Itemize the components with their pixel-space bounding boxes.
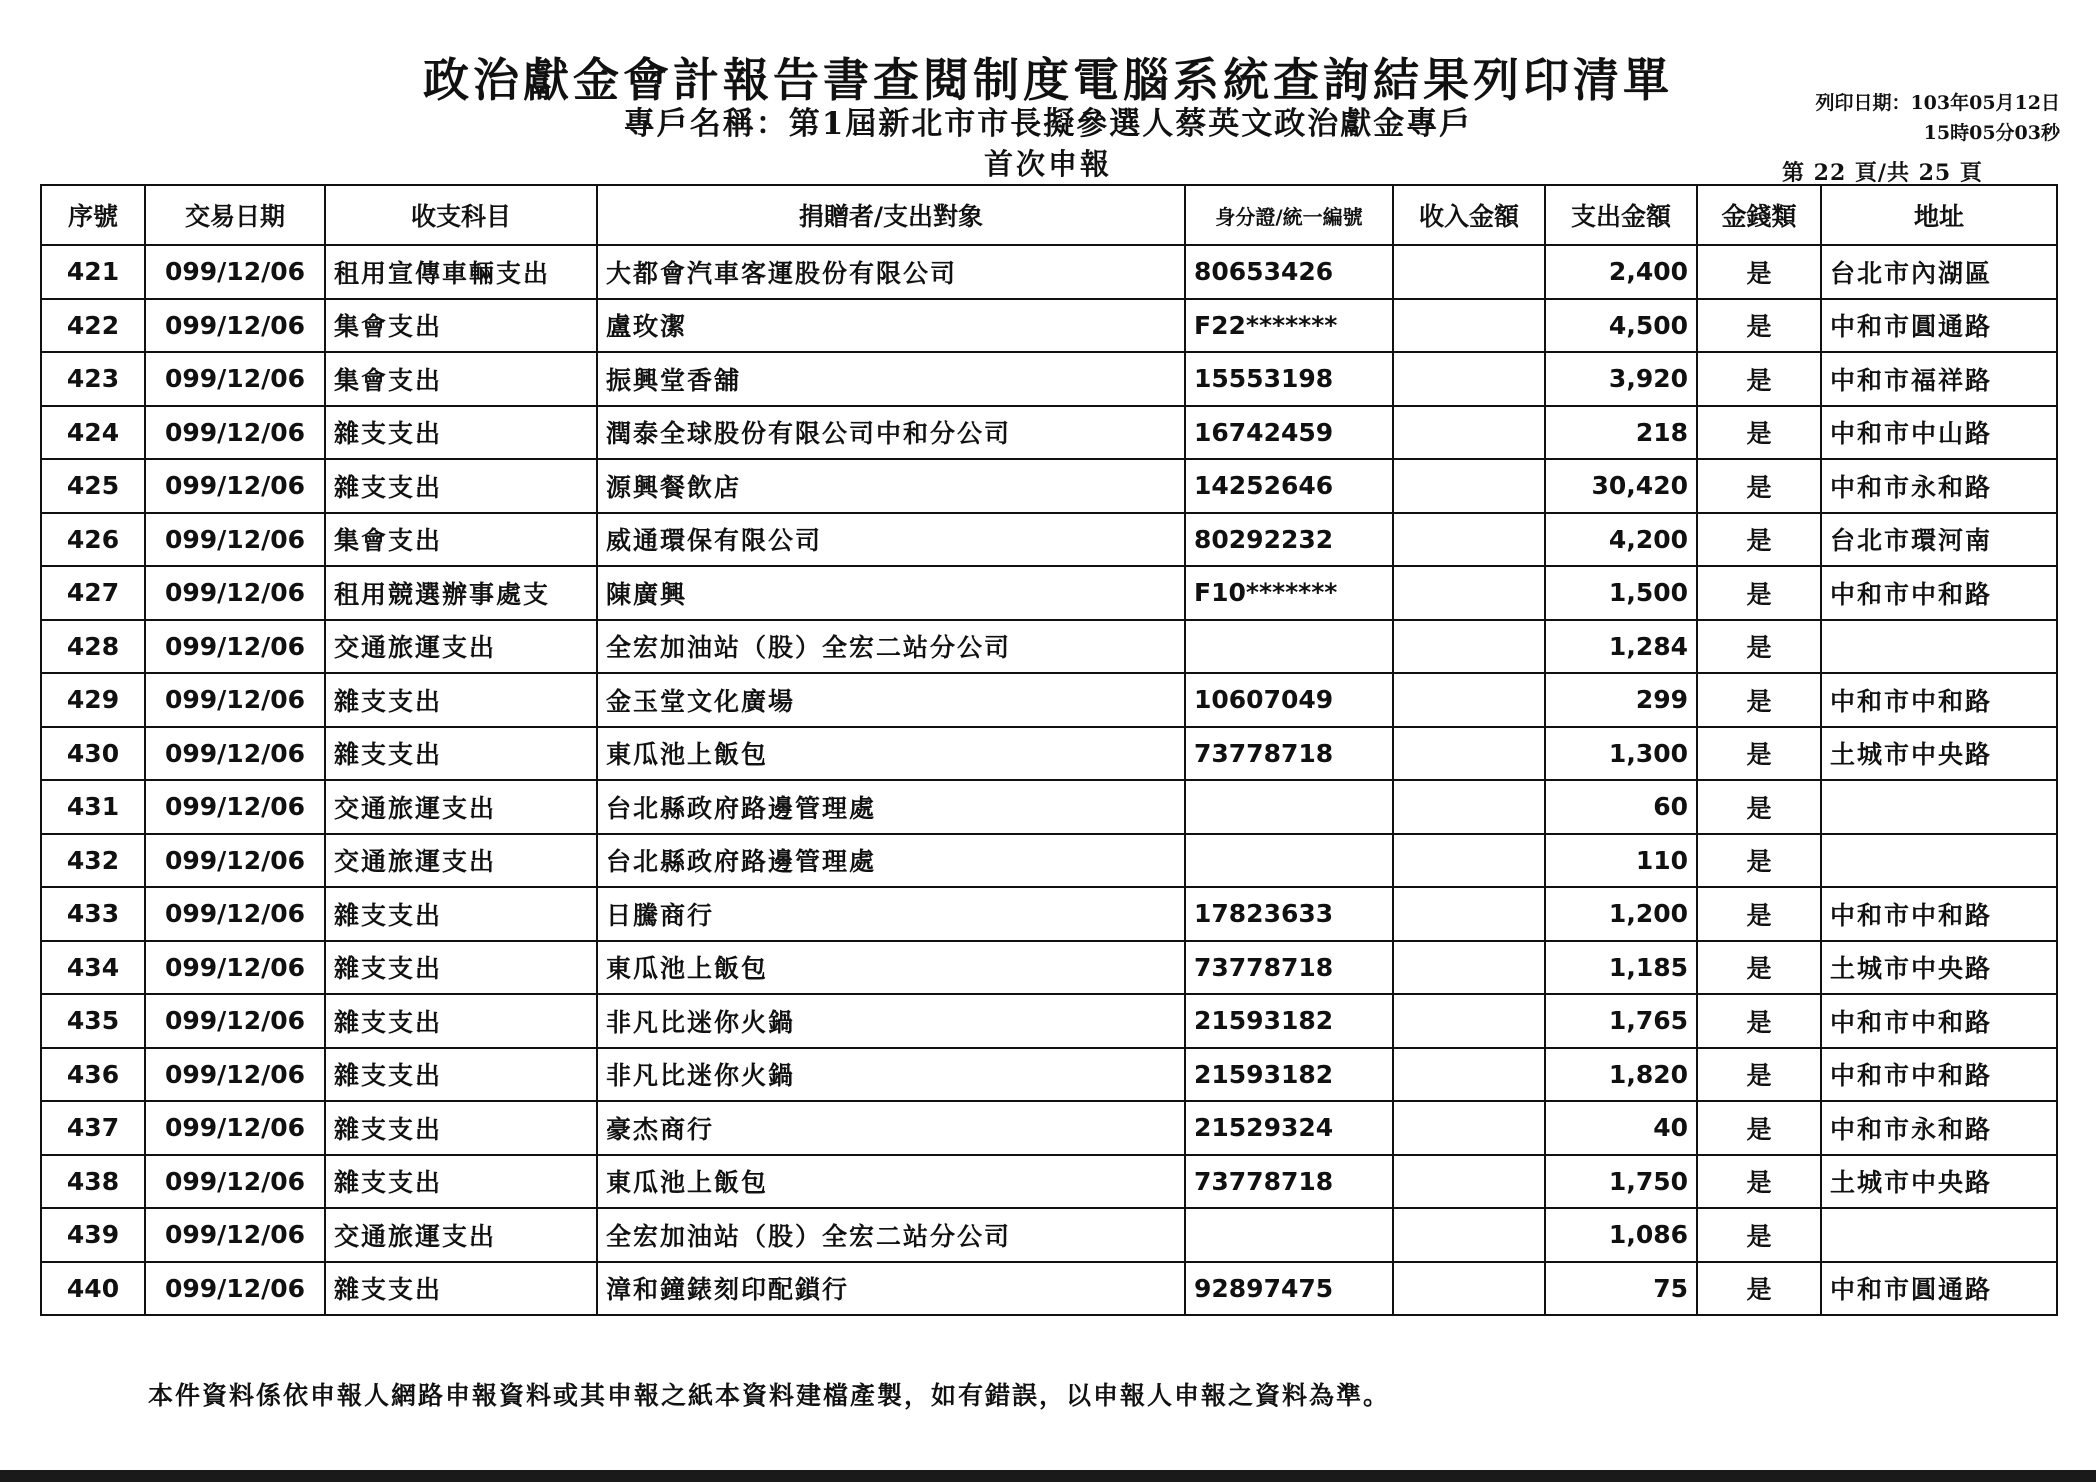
cell-id	[1185, 620, 1393, 674]
cell-address: 中和市中山路	[1821, 406, 2057, 460]
cell-expense: 4,200	[1545, 513, 1697, 567]
cell-date: 099/12/06	[145, 513, 325, 567]
column-header-party: 捐贈者/支出對象	[597, 185, 1185, 245]
cell-id	[1185, 1208, 1393, 1262]
cell-seq: 427	[41, 566, 145, 620]
cell-seq: 431	[41, 780, 145, 834]
account-name: 專戶名稱：第1屆新北市市長擬參選人蔡英文政治獻金專戶	[623, 106, 1473, 142]
document-title: 政治獻金會計報告書查閱制度電腦系統查詢結果列印清單	[423, 53, 1673, 107]
cell-category: 交通旅運支出	[325, 1208, 597, 1262]
cell-income	[1393, 1048, 1545, 1102]
cell-address	[1821, 1208, 2057, 1262]
table-row	[41, 566, 2057, 620]
cell-category: 集會支出	[325, 352, 597, 406]
cell-expense: 1,820	[1545, 1048, 1697, 1102]
cell-id: 73778718	[1185, 941, 1393, 995]
cell-id: 73778718	[1185, 727, 1393, 781]
cell-category: 雜支支出	[325, 1155, 597, 1209]
cell-id	[1185, 780, 1393, 834]
cell-id: F22*******	[1185, 299, 1393, 353]
cell-income	[1393, 566, 1545, 620]
cell-monetary: 是	[1697, 727, 1821, 781]
cell-expense: 60	[1545, 780, 1697, 834]
cell-seq: 429	[41, 673, 145, 727]
table-row	[41, 513, 2057, 567]
cell-address: 土城市中央路	[1821, 1155, 2057, 1209]
cell-date: 099/12/06	[145, 1262, 325, 1316]
column-header-expense: 支出金額	[1545, 185, 1697, 245]
column-header-category: 收支科目	[325, 185, 597, 245]
cell-expense: 1,750	[1545, 1155, 1697, 1209]
table-row	[41, 727, 2057, 781]
cell-income	[1393, 459, 1545, 513]
cell-monetary: 是	[1697, 941, 1821, 995]
cell-address: 中和市永和路	[1821, 1101, 2057, 1155]
cell-party: 東瓜池上飯包	[597, 1155, 1185, 1209]
table-row	[41, 780, 2057, 834]
cell-seq: 425	[41, 459, 145, 513]
cell-seq: 439	[41, 1208, 145, 1262]
cell-seq: 438	[41, 1155, 145, 1209]
table-row	[41, 834, 2057, 888]
cell-income	[1393, 245, 1545, 299]
cell-party: 全宏加油站（股）全宏二站分公司	[597, 1208, 1185, 1262]
cell-category: 雜支支出	[325, 459, 597, 513]
cell-category: 雜支支出	[325, 673, 597, 727]
cell-date: 099/12/06	[145, 1048, 325, 1102]
cell-monetary: 是	[1697, 780, 1821, 834]
cell-category: 雜支支出	[325, 1101, 597, 1155]
cell-income	[1393, 834, 1545, 888]
cell-category: 雜支支出	[325, 941, 597, 995]
table-row	[41, 887, 2057, 941]
cell-party: 日騰商行	[597, 887, 1185, 941]
cell-monetary: 是	[1697, 459, 1821, 513]
cell-expense: 110	[1545, 834, 1697, 888]
cell-monetary: 是	[1697, 566, 1821, 620]
cell-category: 雜支支出	[325, 1262, 597, 1316]
cell-id: 16742459	[1185, 406, 1393, 460]
cell-id: 92897475	[1185, 1262, 1393, 1316]
cell-monetary: 是	[1697, 513, 1821, 567]
cell-category: 交通旅運支出	[325, 620, 597, 674]
cell-address: 中和市中和路	[1821, 673, 2057, 727]
cell-expense: 75	[1545, 1262, 1697, 1316]
cell-id: 10607049	[1185, 673, 1393, 727]
cell-monetary: 是	[1697, 245, 1821, 299]
page-indicator: 第 22 頁/共 25 頁	[1782, 160, 1983, 186]
table-row	[41, 620, 2057, 674]
cell-date: 099/12/06	[145, 299, 325, 353]
cell-expense: 1,765	[1545, 994, 1697, 1048]
cell-expense: 3,920	[1545, 352, 1697, 406]
table-header-row	[41, 185, 2057, 245]
cell-expense: 1,200	[1545, 887, 1697, 941]
table-row	[41, 673, 2057, 727]
cell-address: 台北市內湖區	[1821, 245, 2057, 299]
cell-monetary: 是	[1697, 352, 1821, 406]
cell-party: 非凡比迷你火鍋	[597, 1048, 1185, 1102]
cell-category: 集會支出	[325, 299, 597, 353]
cell-party: 東瓜池上飯包	[597, 941, 1185, 995]
cell-id	[1185, 834, 1393, 888]
cell-seq: 428	[41, 620, 145, 674]
cell-category: 雜支支出	[325, 994, 597, 1048]
cell-date: 099/12/06	[145, 459, 325, 513]
cell-seq: 435	[41, 994, 145, 1048]
cell-id: 17823633	[1185, 887, 1393, 941]
cell-party: 盧玫潔	[597, 299, 1185, 353]
cell-monetary: 是	[1697, 620, 1821, 674]
cell-id: 80653426	[1185, 245, 1393, 299]
cell-date: 099/12/06	[145, 994, 325, 1048]
cell-category: 集會支出	[325, 513, 597, 567]
table-row	[41, 1208, 2057, 1262]
table-row	[41, 994, 2057, 1048]
cell-category: 雜支支出	[325, 406, 597, 460]
cell-income	[1393, 941, 1545, 995]
cell-party: 台北縣政府路邊管理處	[597, 834, 1185, 888]
cell-seq: 432	[41, 834, 145, 888]
cell-category: 交通旅運支出	[325, 780, 597, 834]
cell-monetary: 是	[1697, 1155, 1821, 1209]
cell-expense: 1,185	[1545, 941, 1697, 995]
cell-id: 73778718	[1185, 1155, 1393, 1209]
cell-category: 租用競選辦事處支	[325, 566, 597, 620]
table-row	[41, 352, 2057, 406]
cell-address: 中和市中和路	[1821, 887, 2057, 941]
cell-income	[1393, 1101, 1545, 1155]
cell-category: 雜支支出	[325, 727, 597, 781]
print-date: 列印日期：103年05月12日	[1815, 92, 2060, 114]
cell-income	[1393, 673, 1545, 727]
cell-seq: 430	[41, 727, 145, 781]
cell-monetary: 是	[1697, 299, 1821, 353]
cell-seq: 421	[41, 245, 145, 299]
cell-income	[1393, 994, 1545, 1048]
cell-address: 中和市圓通路	[1821, 299, 2057, 353]
column-header-address: 地址	[1821, 185, 2057, 245]
cell-income	[1393, 727, 1545, 781]
cell-address	[1821, 834, 2057, 888]
table-row	[41, 1101, 2057, 1155]
cell-id: 14252646	[1185, 459, 1393, 513]
cell-category: 雜支支出	[325, 887, 597, 941]
cell-id: F10*******	[1185, 566, 1393, 620]
cell-monetary: 是	[1697, 1262, 1821, 1316]
scan-edge	[0, 1470, 2096, 1482]
cell-address: 土城市中央路	[1821, 727, 2057, 781]
cell-category: 租用宣傳車輛支出	[325, 245, 597, 299]
cell-category: 交通旅運支出	[325, 834, 597, 888]
table-row	[41, 406, 2057, 460]
cell-party: 振興堂香舖	[597, 352, 1185, 406]
cell-expense: 218	[1545, 406, 1697, 460]
cell-seq: 433	[41, 887, 145, 941]
cell-date: 099/12/06	[145, 406, 325, 460]
cell-seq: 434	[41, 941, 145, 995]
cell-seq: 426	[41, 513, 145, 567]
cell-address: 中和市中和路	[1821, 566, 2057, 620]
cell-date: 099/12/06	[145, 941, 325, 995]
table-row	[41, 459, 2057, 513]
cell-expense: 30,420	[1545, 459, 1697, 513]
cell-monetary: 是	[1697, 1048, 1821, 1102]
cell-date: 099/12/06	[145, 780, 325, 834]
cell-party: 金玉堂文化廣場	[597, 673, 1185, 727]
cell-date: 099/12/06	[145, 620, 325, 674]
table-row	[41, 1048, 2057, 1102]
cell-id: 15553198	[1185, 352, 1393, 406]
cell-address	[1821, 780, 2057, 834]
column-header-income: 收入金額	[1393, 185, 1545, 245]
cell-date: 099/12/06	[145, 245, 325, 299]
cell-address: 台北市環河南	[1821, 513, 2057, 567]
cell-monetary: 是	[1697, 834, 1821, 888]
cell-date: 099/12/06	[145, 1155, 325, 1209]
cell-party: 台北縣政府路邊管理處	[597, 780, 1185, 834]
cell-id: 21593182	[1185, 994, 1393, 1048]
cell-income	[1393, 352, 1545, 406]
table-row	[41, 1155, 2057, 1209]
cell-income	[1393, 406, 1545, 460]
cell-seq: 423	[41, 352, 145, 406]
cell-expense: 1,500	[1545, 566, 1697, 620]
cell-expense: 2,400	[1545, 245, 1697, 299]
cell-seq: 422	[41, 299, 145, 353]
cell-income	[1393, 513, 1545, 567]
cell-income	[1393, 1262, 1545, 1316]
cell-income	[1393, 780, 1545, 834]
cell-expense: 1,086	[1545, 1208, 1697, 1262]
cell-date: 099/12/06	[145, 887, 325, 941]
cell-party: 東瓜池上飯包	[597, 727, 1185, 781]
cell-category: 雜支支出	[325, 1048, 597, 1102]
cell-party: 漳和鐘錶刻印配鎖行	[597, 1262, 1185, 1316]
cell-party: 威通環保有限公司	[597, 513, 1185, 567]
cell-income	[1393, 299, 1545, 353]
cell-address: 土城市中央路	[1821, 941, 2057, 995]
column-header-monetary: 金錢類	[1697, 185, 1821, 245]
cell-expense: 4,500	[1545, 299, 1697, 353]
cell-address: 中和市永和路	[1821, 459, 2057, 513]
table-row	[41, 1262, 2057, 1316]
report-type: 首次申報	[983, 147, 1112, 181]
cell-party: 全宏加油站（股）全宏二站分公司	[597, 620, 1185, 674]
footnote: 本件資料係依申報人網路申報資料或其申報之紙本資料建檔產製，如有錯誤，以申報人申報之資料為準。	[148, 1381, 1391, 1410]
cell-id: 21593182	[1185, 1048, 1393, 1102]
cell-income	[1393, 887, 1545, 941]
cell-date: 099/12/06	[145, 1208, 325, 1262]
cell-address	[1821, 620, 2057, 674]
transaction-table	[40, 184, 2058, 1316]
cell-income	[1393, 1155, 1545, 1209]
cell-monetary: 是	[1697, 887, 1821, 941]
cell-income	[1393, 620, 1545, 674]
cell-party: 源興餐飲店	[597, 459, 1185, 513]
table-body	[41, 245, 2057, 1315]
cell-date: 099/12/06	[145, 727, 325, 781]
cell-date: 099/12/06	[145, 834, 325, 888]
cell-date: 099/12/06	[145, 673, 325, 727]
cell-party: 潤泰全球股份有限公司中和分公司	[597, 406, 1185, 460]
column-header-date: 交易日期	[145, 185, 325, 245]
cell-expense: 299	[1545, 673, 1697, 727]
cell-date: 099/12/06	[145, 1101, 325, 1155]
table-row	[41, 941, 2057, 995]
cell-monetary: 是	[1697, 1208, 1821, 1262]
cell-date: 099/12/06	[145, 566, 325, 620]
cell-party: 豪杰商行	[597, 1101, 1185, 1155]
table-row	[41, 299, 2057, 353]
cell-expense: 40	[1545, 1101, 1697, 1155]
cell-seq: 437	[41, 1101, 145, 1155]
cell-id: 21529324	[1185, 1101, 1393, 1155]
cell-party: 非凡比迷你火鍋	[597, 994, 1185, 1048]
cell-monetary: 是	[1697, 406, 1821, 460]
column-header-seq: 序號	[41, 185, 145, 245]
cell-income	[1393, 1208, 1545, 1262]
print-time: 15時05分03秒	[1923, 122, 2060, 144]
cell-expense: 1,284	[1545, 620, 1697, 674]
table-row	[41, 245, 2057, 299]
cell-expense: 1,300	[1545, 727, 1697, 781]
cell-address: 中和市中和路	[1821, 1048, 2057, 1102]
cell-address: 中和市圓通路	[1821, 1262, 2057, 1316]
cell-party: 大都會汽車客運股份有限公司	[597, 245, 1185, 299]
cell-seq: 440	[41, 1262, 145, 1316]
cell-seq: 436	[41, 1048, 145, 1102]
cell-address: 中和市中和路	[1821, 994, 2057, 1048]
cell-monetary: 是	[1697, 994, 1821, 1048]
cell-address: 中和市福祥路	[1821, 352, 2057, 406]
cell-seq: 424	[41, 406, 145, 460]
cell-monetary: 是	[1697, 673, 1821, 727]
cell-id: 80292232	[1185, 513, 1393, 567]
cell-party: 陳廣興	[597, 566, 1185, 620]
cell-date: 099/12/06	[145, 352, 325, 406]
column-header-id: 身分證/統一編號	[1185, 185, 1393, 245]
print-timestamp	[1740, 88, 2060, 148]
cell-monetary: 是	[1697, 1101, 1821, 1155]
